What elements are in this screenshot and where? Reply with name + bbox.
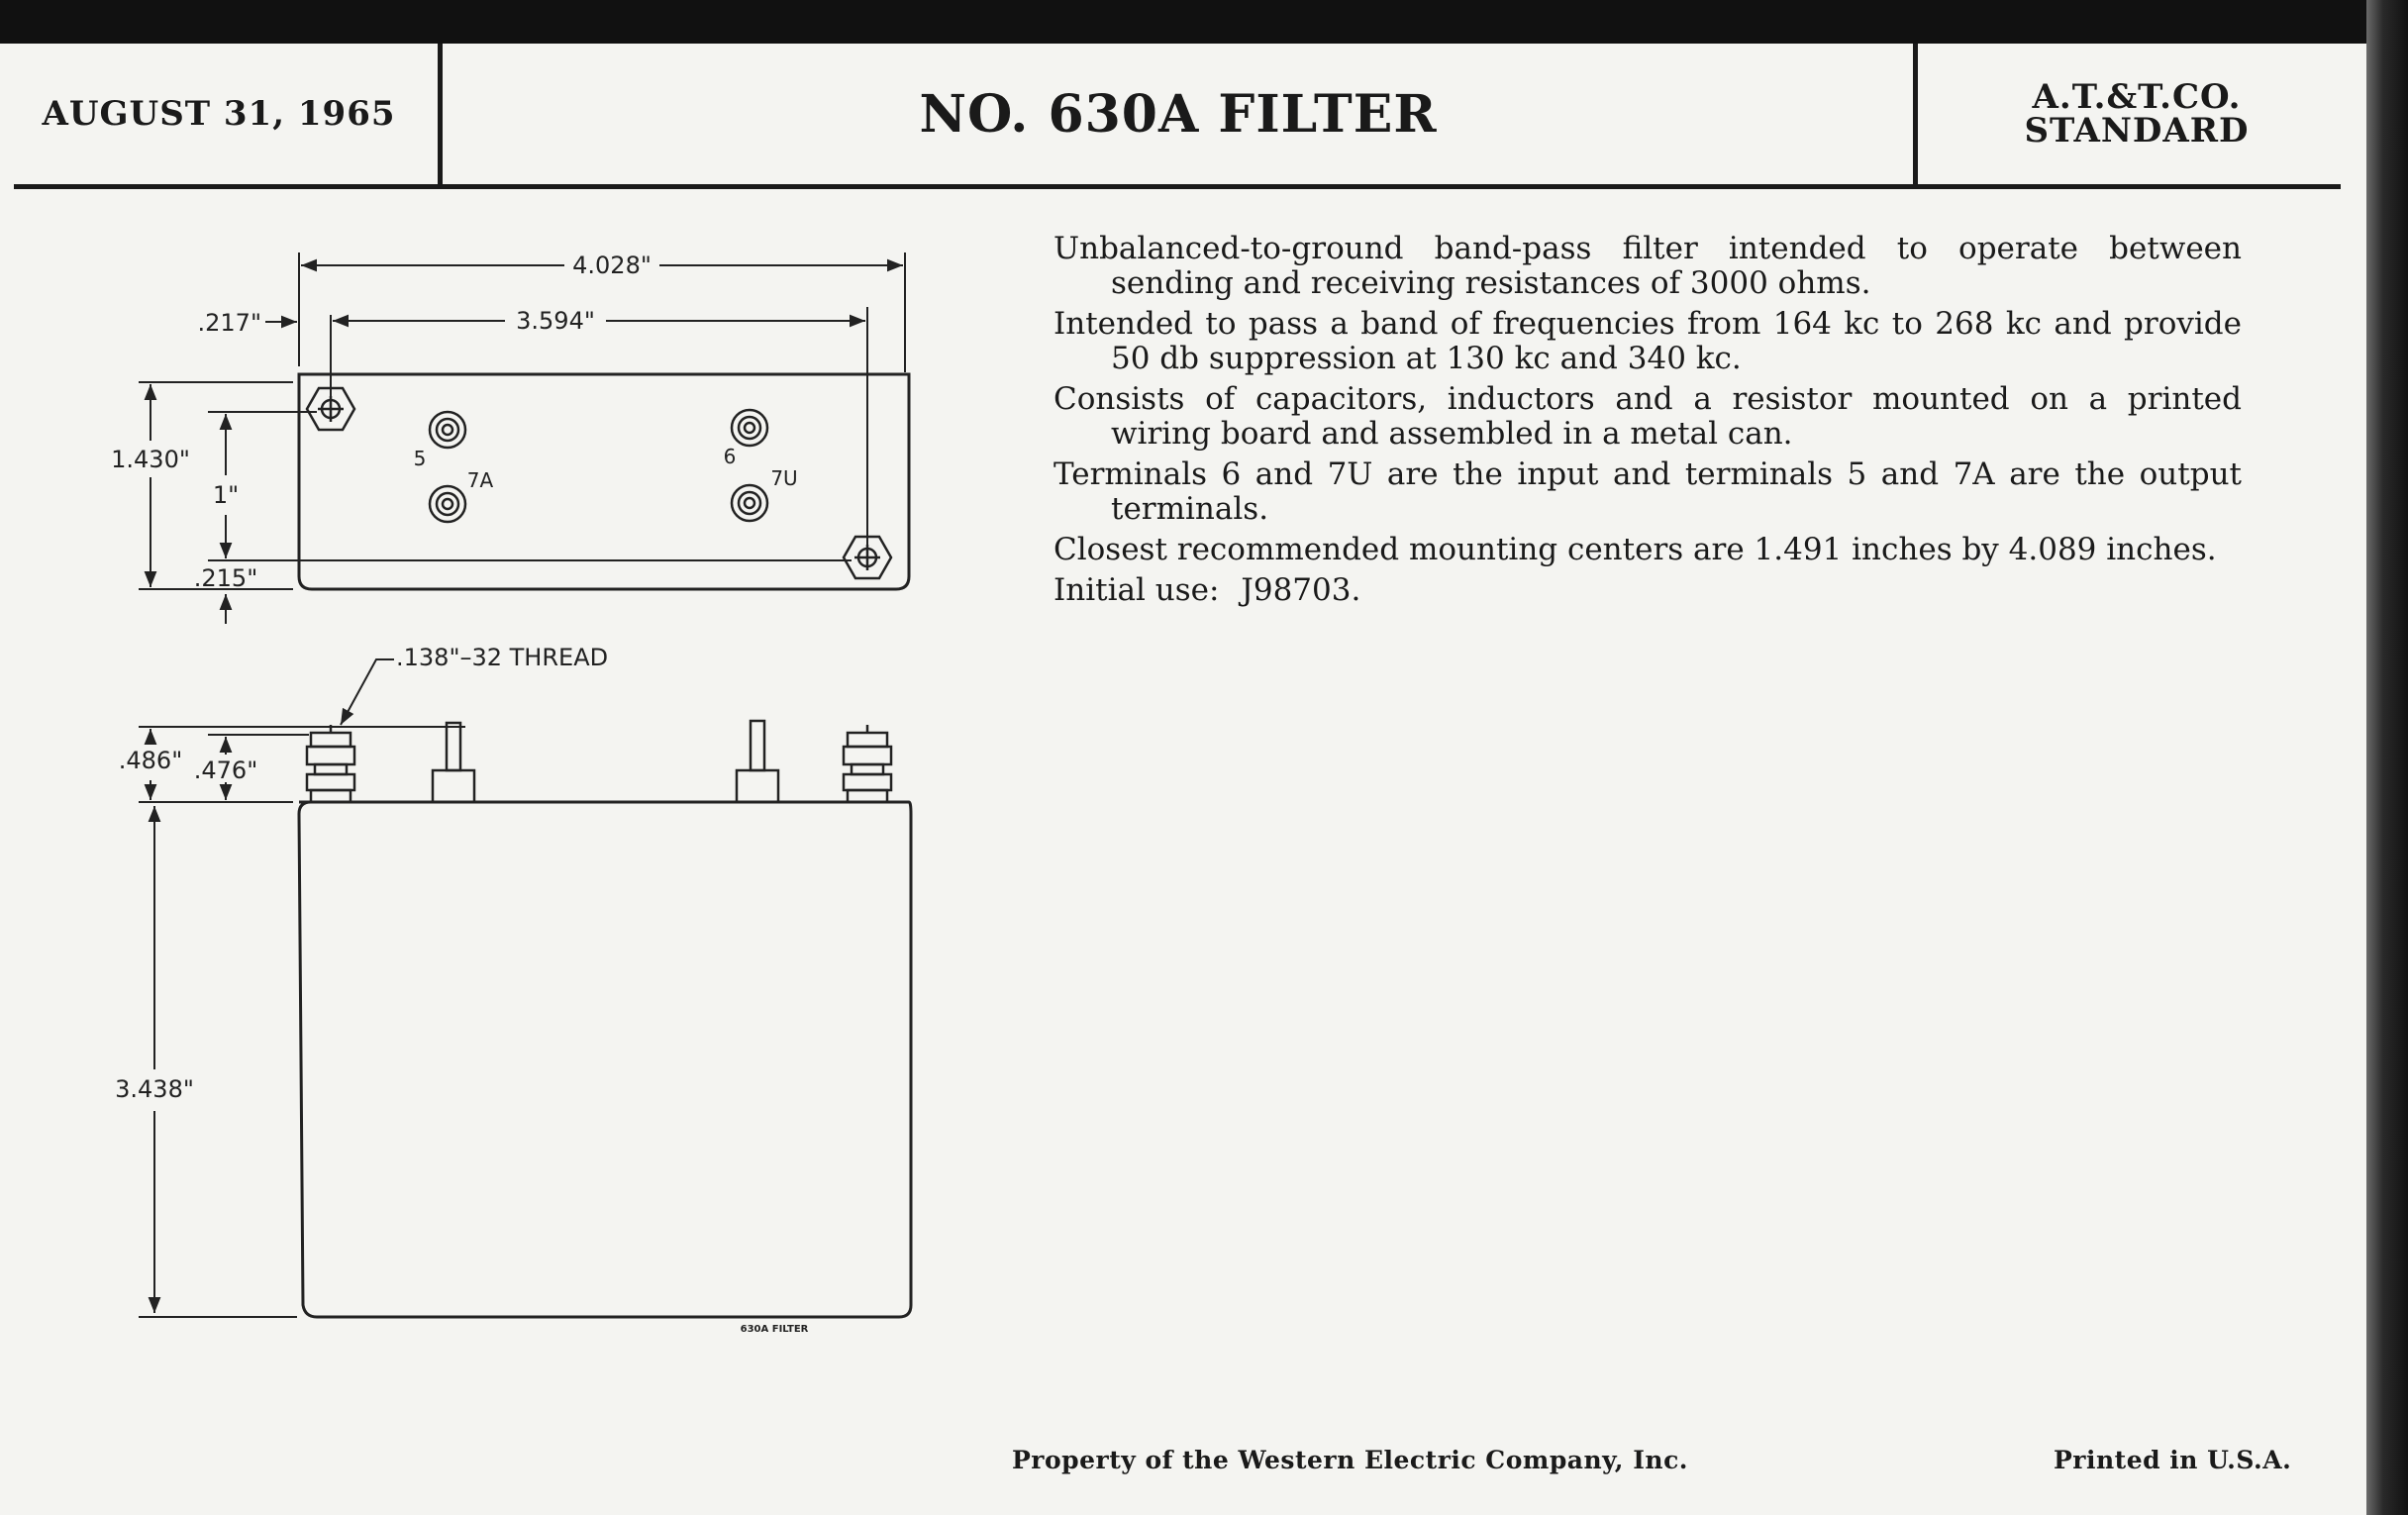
terminal-5-label: 5 — [413, 447, 427, 470]
terminal-post-icon — [737, 721, 778, 802]
dim-inner-height: 1" — [212, 481, 240, 509]
terminal-icon — [430, 486, 465, 522]
description-paragraph: Terminals 6 and 7U are the input and terminals 5 and 7A are the output terminals. — [1054, 456, 2242, 527]
header-date: AUGUST 31, 1965 — [42, 94, 396, 134]
terminal-icon — [732, 410, 767, 446]
terminal-icon — [430, 412, 465, 448]
dim-476: .476" — [193, 757, 258, 784]
page-title: NO. 630A FILTER — [919, 83, 1438, 145]
dim-hole-spacing: 3.594" — [516, 307, 595, 335]
description-paragraph: Closest recommended mounting centers are 1.491 inches by 4.089 inches. — [1054, 532, 2217, 567]
footer-printed: Printed in U.S.A. — [2054, 1446, 2292, 1474]
dim-486: .486" — [118, 747, 183, 774]
threaded-stud-icon — [844, 725, 891, 802]
standard-line-2: STANDARD — [2024, 111, 2250, 151]
description-paragraph: Consists of capacitors, inductors and a resistor mounted on a printed wiring board and assembled in a metal can. — [1054, 381, 2242, 452]
terminal-icon — [732, 485, 767, 521]
footer-property: Property of the Western Electric Company, Inc. — [1012, 1446, 1689, 1474]
description-paragraph: Unbalanced-to-ground band-pass filter intended to operate between sending and receiving resistances of 3000 ohms. — [1054, 231, 2242, 301]
standard-line-1: A.T.&T.CO. — [2032, 77, 2242, 117]
terminal-7a-label: 7A — [466, 468, 494, 492]
terminal-7u-label: 7U — [770, 466, 798, 490]
initial-use-label: Initial use: — [1054, 572, 1220, 608]
dim-can-height: 3.438" — [115, 1075, 194, 1103]
terminal-6-label: 6 — [723, 445, 737, 468]
dim-hole-offset: .217" — [197, 309, 261, 337]
can-label: 630A FILTER — [740, 1324, 809, 1335]
terminal-post-icon — [433, 723, 474, 802]
initial-use-value: J98703. — [1241, 572, 1361, 608]
dim-overall-width: 4.028" — [572, 252, 652, 279]
threaded-stud-icon — [307, 725, 354, 802]
dim-top-height: 1.430" — [111, 446, 190, 473]
dim-bottom-offset: .215" — [193, 564, 258, 592]
description-paragraph: Intended to pass a band of frequencies from 164 kc to 268 kc and provide 50 db suppression at 130 kc and 340 kc. — [1054, 306, 2242, 376]
thread-label: .138"–32 THREAD — [396, 644, 609, 671]
